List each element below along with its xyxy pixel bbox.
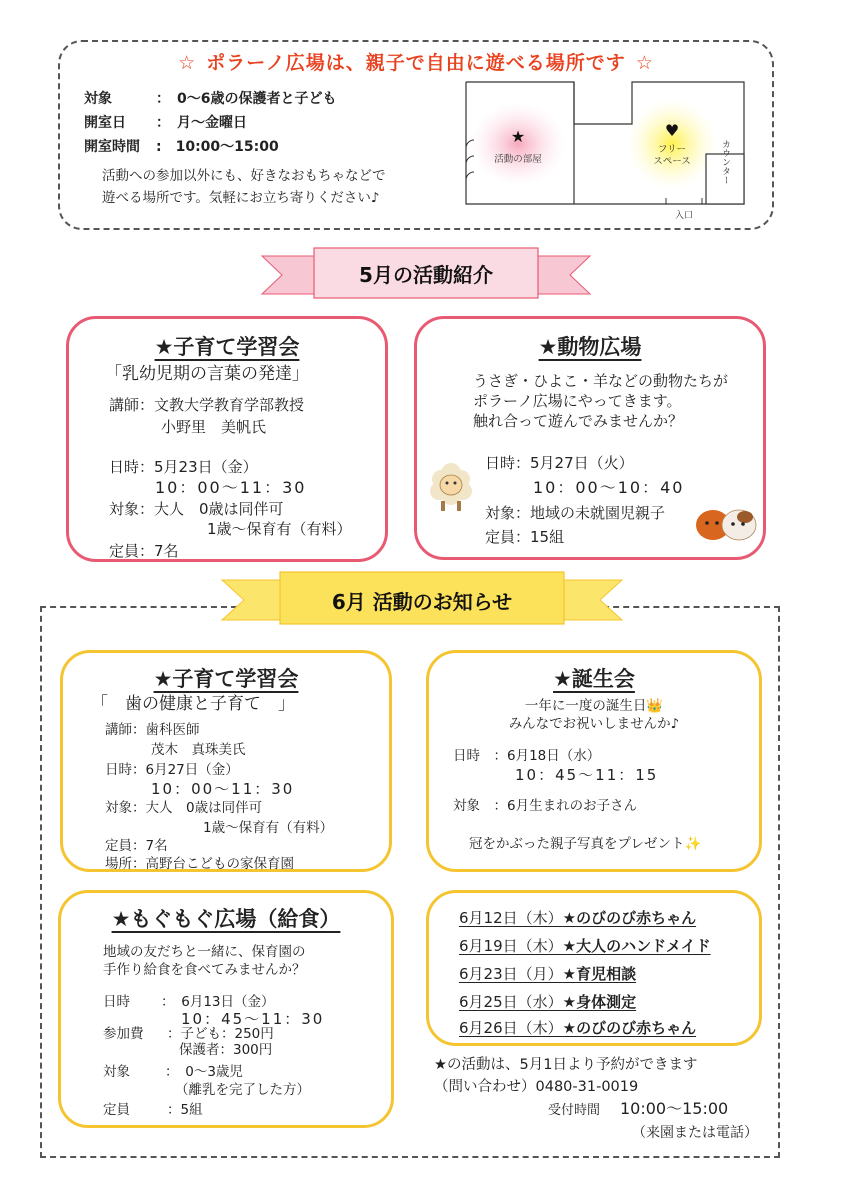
free-space-label-2: スペース [653, 156, 691, 167]
date-line: 日時：5月27日（火） [485, 454, 634, 472]
info-value: ： 月～金曜日 [156, 115, 247, 131]
place-line: 場所：高野台こどもの家保育園 [105, 856, 294, 872]
time-line: 10：45～11：30 [181, 1010, 325, 1028]
card-subtitle: 「乳幼児期の言葉の発達」 [105, 364, 309, 384]
time-line: 10：00～11：30 [151, 780, 295, 798]
schedule-date: 6月19日（木） [459, 937, 563, 955]
info-row-hours [84, 136, 279, 156]
capacity-line: 定員：15組 [485, 528, 565, 546]
entrance-label: 入口 [674, 211, 694, 221]
info-note [102, 166, 386, 209]
card-title: ★動物広場 [538, 335, 642, 359]
fee-line: ：子ども：250円 [167, 1026, 274, 1042]
time-line: 10：00～10：40 [533, 478, 685, 497]
schedule-date: 6月12日（木） [459, 909, 563, 927]
may-banner [262, 244, 590, 304]
desc-line: 手作り給食を食べてみませんか？ [103, 962, 306, 978]
target-line: 対象：地域の未就園児親子 [485, 504, 666, 522]
lecturer-line: 講師：文教大学教育学部教授 [109, 396, 305, 414]
schedule-event: ★大人のハンドメイド [562, 937, 711, 955]
target-line: ： 0～3歳児 [165, 1064, 243, 1080]
date-line: 日時：5月23日（金） [109, 458, 258, 476]
june-lunch-card [58, 890, 394, 1128]
gift-line: 冠をかぶった親子写真をプレゼント✨ [469, 836, 702, 852]
schedule-date: 6月26日（木） [459, 1019, 563, 1037]
fee-label: 参加費 [103, 1026, 144, 1042]
contact-phone: （問い合わせ）0480-31-0019 [434, 1079, 639, 1095]
desc-line: 地域の友だちと一緒に、保育園の [103, 944, 306, 960]
info-value: : 10:00～15:00 [156, 139, 279, 155]
info-title [60, 48, 772, 75]
counter-label: カウンター [720, 139, 730, 185]
card-title: ★子育て学習会 [154, 335, 300, 359]
may-banner-text: 5月の活動紹介 [359, 263, 493, 287]
card-subtitle: 「 歯の健康と子育て 」 [91, 694, 295, 714]
date-label: 日時 [103, 994, 130, 1010]
schedule-event: ★のびのび赤ちゃん [562, 909, 697, 927]
star-icon: ★ [510, 127, 526, 146]
target-line-2: （離乳を完了した方） [175, 1082, 310, 1098]
desc-line: 触れ合って遊んでみませんか？ [473, 412, 684, 430]
capacity-line: 定員：7名 [105, 838, 168, 854]
target-line: 対象：大人 0歳は同伴可 [109, 500, 284, 518]
info-key: 対象 [84, 91, 112, 107]
info-title-text: ポラーノ広場は、親子で自由に遊べる場所です [206, 52, 626, 74]
target-line: 対象：大人 0歳は同伴可 [105, 800, 263, 816]
info-box [58, 40, 774, 230]
heart-icon: ♥ [664, 121, 680, 140]
info-row-days [84, 112, 247, 132]
schedule-event: ★育児相談 [562, 965, 637, 983]
date-line: ： 6月13日（金） [161, 994, 275, 1010]
target-line-2: 1歳～保育有（有料） [207, 520, 352, 538]
schedule-row [459, 991, 636, 1012]
june-banner-text: 6月 活動のお知らせ [331, 590, 513, 614]
hours-label: 受付時間 [548, 1103, 601, 1118]
desc-line: うさぎ・ひよこ・羊などの動物たちが [473, 372, 729, 390]
may-study-card [66, 316, 388, 562]
info-key: 開室時間 [84, 139, 140, 155]
target-label: 対象 [103, 1064, 130, 1080]
info-value: ： 0～6歳の保護者と子ども [156, 91, 337, 107]
capacity-line: ：5組 [167, 1102, 203, 1118]
schedule-row [459, 1017, 696, 1038]
activity-room-label: 活動の部屋 [494, 154, 542, 165]
desc-line: 一年に一度の誕生日👑 [524, 698, 664, 714]
lecturer-name: 小野里 美帆氏 [161, 418, 267, 436]
desc-line: みんなでお祝いしませんか♪ [508, 716, 680, 732]
schedule-event: ★身体測定 [562, 993, 637, 1011]
schedule-row [459, 907, 696, 928]
star-icon: ☆ [178, 52, 197, 74]
info-row-target [84, 88, 336, 108]
sheep-icon [427, 461, 475, 513]
info-key: 開室日 [84, 115, 126, 131]
schedule-event: ★のびのび赤ちゃん [562, 1019, 697, 1037]
may-animal-card [414, 316, 766, 560]
fee-line-2: 保護者：300円 [179, 1042, 273, 1058]
schedule-row [459, 963, 636, 984]
info-note-line: 活動への参加以外にも、好きなおもちゃなどで [102, 168, 386, 184]
contact-method: （来園または電話） [632, 1125, 758, 1141]
card-title: ★子育て学習会 [153, 667, 299, 691]
floor-plan-map [466, 80, 746, 221]
star-icon: ☆ [635, 52, 654, 74]
june-study-card [60, 650, 392, 872]
schedule-date: 6月25日（水） [459, 993, 563, 1011]
info-note-line: 遊べる場所です。気軽にお立ち寄りください♪ [102, 189, 380, 206]
capacity-line: 定員：7名 [109, 542, 179, 560]
june-schedule-card [426, 890, 762, 1046]
desc-line: ポラーノ広場にやってきます。 [473, 392, 682, 410]
target-line-2: 1歳～保育有（有料） [203, 820, 334, 836]
time-line: 10：00～11：30 [155, 478, 307, 497]
free-space-label-1: フリー [657, 144, 687, 155]
lecturer-name: 茂木 真珠美氏 [151, 742, 246, 758]
schedule-row [459, 935, 711, 956]
june-banner [222, 570, 622, 630]
schedule-date: 6月23日（月） [459, 965, 563, 983]
june-birthday-card [426, 650, 762, 872]
date-line: 日時：6月27日（金） [105, 762, 239, 778]
target-line: 対象 ：6月生まれのお子さん [453, 798, 638, 814]
guinea-pig-icon [693, 503, 759, 543]
card-title: ★もぐもぐ広場（給食） [111, 907, 341, 931]
hours-value: 10:00～15:00 [620, 1099, 729, 1118]
card-title: ★誕生会 [553, 667, 635, 691]
date-line: 日時 ：6月18日（水） [453, 748, 601, 764]
capacity-label: 定員 [103, 1102, 130, 1118]
lecturer-line: 講師：歯科医師 [105, 722, 200, 738]
reserve-note: ★の活動は、5月1日より予約ができます [434, 1057, 698, 1073]
time-line: 10：45～11：15 [515, 766, 659, 784]
